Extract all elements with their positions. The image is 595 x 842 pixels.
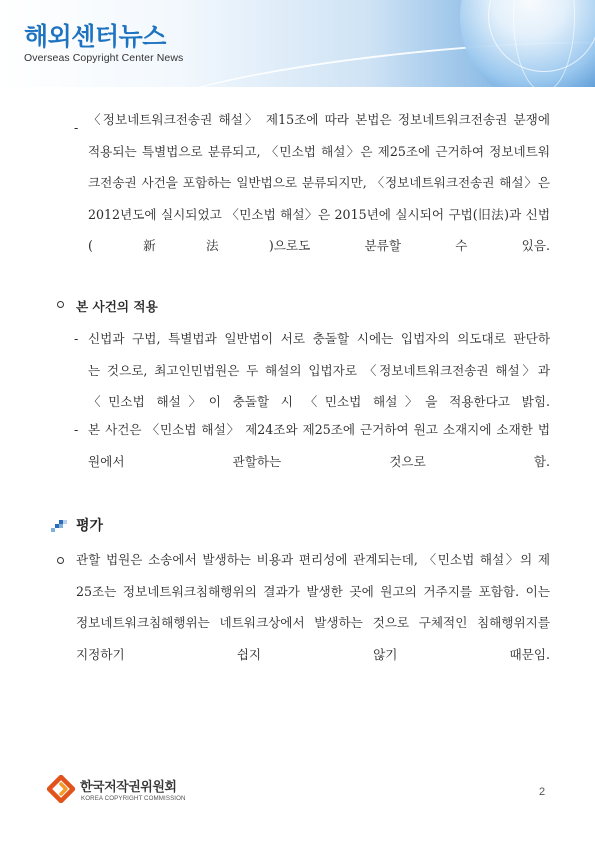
intro-paragraph — [88, 104, 550, 262]
text-line: 〈민소법 해설〉이 충돌할 시 〈민소법 해설〉을 적용한다고 밝힘. — [88, 394, 550, 409]
newsletter-subtitle: Overseas Copyright Center News — [24, 52, 184, 64]
evaluation-squares-icon — [51, 520, 67, 532]
page-header-banner — [0, 0, 595, 87]
text-line: 관할 법원은 소송에서 발생하는 비용과 편리성에 관계되는데, 〈민소법 해설〉의 제 — [76, 552, 550, 567]
text-line: 2012년도에 실시되었고 〈민소법 해설〉은 2015년에 실시되어 구법(旧法)과 신법 — [88, 206, 550, 222]
application-paragraph-1 — [88, 323, 550, 418]
section-heading-application: 본 사건의 적용 — [76, 299, 158, 314]
text-line: 적용되는 특별법으로 분류되고, 〈민소법 해설〉은 제25조에 근거하여 정보네트워 — [88, 143, 550, 159]
organization-name-english: KOREA COPYRIGHT COMMISSION — [81, 795, 186, 802]
organization-name: 한국저작권위원회 — [80, 780, 177, 795]
text-line: 원에서 관할하는 것으로 함. — [88, 453, 550, 469]
text-line: 〈정보네트워크전송권 해설〉 제15조에 따라 본법은 정보네트워크전송권 분쟁에 — [88, 112, 550, 127]
application-paragraph-2 — [88, 414, 550, 477]
newsletter-title: 해외센터뉴스 — [24, 22, 166, 51]
page-number: 2 — [539, 786, 546, 798]
evaluation-paragraph — [76, 544, 550, 670]
list-dash: - — [74, 422, 79, 437]
text-line: 크전송권 사건을 포함하는 일반법으로 분류되지만, 〈정보네트워크전송권 해설〉은 — [88, 175, 550, 190]
list-dash: - — [74, 120, 79, 135]
list-dash: - — [74, 331, 79, 346]
text-line: (新法)으로도 분류할 수 있음. — [88, 238, 550, 253]
section-heading-evaluation: 평가 — [76, 518, 104, 534]
circle-bullet-icon — [57, 301, 64, 308]
text-line: 지정하기 쉽지 않기 때문임. — [76, 646, 550, 662]
text-line: 25조는 정보네트워크침해행위의 결과가 발생한 곳에 원고의 거주지를 포함함. 이는 — [76, 583, 550, 599]
circle-bullet-icon — [57, 557, 64, 564]
text-line: 본 사건은 〈민소법 해설〉 제24조와 제25조에 근거하여 원고 소재지에 소재한 법 — [88, 422, 550, 437]
text-line: 정보네트워크침해행위는 네트워크상에서 발생하는 것으로 구체적인 침해행위지를 — [76, 615, 550, 630]
copyright-commission-logo-icon — [47, 775, 75, 803]
text-line: 신법과 구법, 특별법과 일반법이 서로 충돌할 시에는 입법자의 의도대로 판단하 — [88, 331, 550, 346]
text-line: 는 것으로, 최고인민법원은 두 해설의 입법자로 〈정보네트워크전송권 해설〉과 — [88, 362, 550, 378]
